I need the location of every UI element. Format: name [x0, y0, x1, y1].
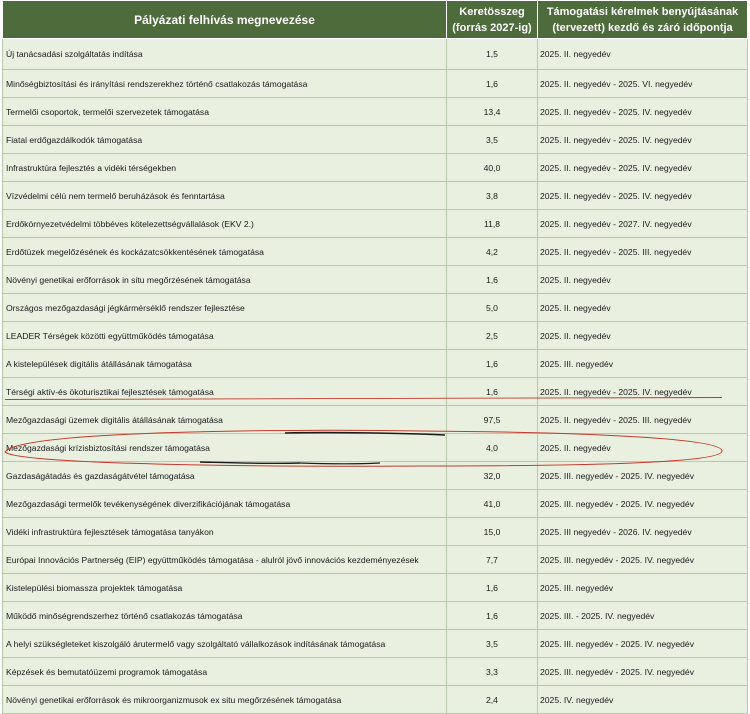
table-row — [3, 490, 748, 518]
row-dates-cell: 2025. II. negyedév - 2025. IV. negyedév — [538, 126, 748, 154]
row-dates-cell: 2025. IV. negyedév — [538, 686, 748, 714]
row-name-cell: Térségi aktív-és ökoturisztikai fejlesztések támogatása — [3, 378, 447, 406]
row-amount-cell: 1,6 — [447, 574, 538, 602]
table-row — [3, 210, 748, 238]
table-row — [3, 154, 748, 182]
row-dates-cell: 2025. II. negyedév - 2025. III. negyedév — [538, 238, 748, 266]
row-name-cell: Fiatal erdőgazdálkodók támogatása — [3, 126, 447, 154]
table-row — [3, 658, 748, 686]
table-row — [3, 518, 748, 546]
row-name-cell: Vidéki infrastruktúra fejlesztések támogatása tanyákon — [3, 518, 447, 546]
table-row — [3, 630, 748, 658]
row-name-cell: Vízvédelmi célú nem termelő beruházások és fenntartása — [3, 182, 447, 210]
table-row — [3, 462, 748, 490]
row-amount-cell: 97,5 — [447, 406, 538, 434]
row-amount-cell: 5,0 — [447, 294, 538, 322]
row-dates-cell: 2025. III negyedév - 2026. IV. negyedév — [538, 518, 748, 546]
row-dates-cell: 2025. III. negyedév - 2025. IV. negyedév — [538, 490, 748, 518]
table-row — [3, 39, 748, 70]
table-row — [3, 294, 748, 322]
row-dates-cell: 2025. III. negyedév - 2025. IV. negyedév — [538, 546, 748, 574]
row-name-cell: Erdőtüzek megelőzésének és kockázatcsökkentésének támogatása — [3, 238, 447, 266]
row-dates-cell: 2025. III. negyedév - 2025. IV. negyedév — [538, 658, 748, 686]
table-row — [3, 350, 748, 378]
row-amount-cell: 4,0 — [447, 434, 538, 462]
calls-table — [2, 0, 748, 714]
row-amount-cell: 3,5 — [447, 630, 538, 658]
table-row — [3, 238, 748, 266]
row-dates-cell: 2025. II. negyedév - 2027. IV. negyedév — [538, 210, 748, 238]
row-amount-cell: 1,6 — [447, 602, 538, 630]
row-name-cell: A kistelepülések digitális átállásának támogatása — [3, 350, 447, 378]
column-header-amount: Keretösszeg (forrás 2027-ig) — [447, 1, 538, 39]
row-name-cell: Termelői csoportok, termelői szervezetek támogatása — [3, 98, 447, 126]
row-amount-cell: 11,8 — [447, 210, 538, 238]
row-name-cell: Mezőgazdasági krízisbiztosítási rendszer támogatása — [3, 434, 447, 462]
row-amount-cell: 41,0 — [447, 490, 538, 518]
row-amount-cell: 7,7 — [447, 546, 538, 574]
row-dates-cell: 2025. II. negyedév — [538, 266, 748, 294]
row-name-cell: Kistelepülési biomassza projektek támogatása — [3, 574, 447, 602]
row-dates-cell: 2025. III. negyedév — [538, 574, 748, 602]
row-dates-cell: 2025. III. negyedév - 2025. IV. negyedév — [538, 630, 748, 658]
table-row — [3, 574, 748, 602]
row-dates-cell: 2025. III. negyedév — [538, 350, 748, 378]
row-name-cell: Európai Innovációs Partnerség (EIP) együttműködés támogatása - alulról jövő innovációs kezdeményezések — [3, 546, 447, 574]
row-amount-cell: 3,8 — [447, 182, 538, 210]
row-amount-cell: 15,0 — [447, 518, 538, 546]
table-row — [3, 98, 748, 126]
row-name-cell: Országos mezőgazdasági jégkármérséklő rendszer fejlesztése — [3, 294, 447, 322]
row-name-cell: Mezőgazdasági termelők tevékenységének diverzifikációjának támogatása — [3, 490, 447, 518]
row-amount-cell: 40,0 — [447, 154, 538, 182]
table-row — [3, 182, 748, 210]
row-dates-cell: 2025. II. negyedév - 2025. III. negyedév — [538, 406, 748, 434]
table-row — [3, 406, 748, 434]
row-dates-cell: 2025. II. negyedév - 2025. IV. negyedév — [538, 154, 748, 182]
row-name-cell: Mezőgazdasági üzemek digitális átállásának támogatása — [3, 406, 447, 434]
row-amount-cell: 1,6 — [447, 378, 538, 406]
table-row — [3, 434, 748, 462]
row-name-cell: Új tanácsadási szolgáltatás indítása — [3, 39, 447, 70]
row-amount-cell: 4,2 — [447, 238, 538, 266]
column-header-name: Pályázati felhívás megnevezése — [3, 1, 447, 39]
row-amount-cell: 1,5 — [447, 39, 538, 70]
table-row — [3, 602, 748, 630]
row-name-cell: Növényi genetikai erőforrások és mikroorganizmusok ex situ megőrzésének támogatása — [3, 686, 447, 714]
row-name-cell: Képzések és bemutatóüzemi programok támogatása — [3, 658, 447, 686]
table-row — [3, 686, 748, 714]
row-dates-cell: 2025. II. negyedév - 2025. IV. negyedév — [538, 98, 748, 126]
row-amount-cell: 13,4 — [447, 98, 538, 126]
row-name-cell: LEADER Térségek közötti együttműködés támogatása — [3, 322, 447, 350]
row-dates-cell: 2025. II. negyedév — [538, 294, 748, 322]
row-name-cell: Növényi genetikai erőforrások in situ megőrzésének támogatása — [3, 266, 447, 294]
row-dates-cell: 2025. II. negyedév - 2025. VI. negyedév — [538, 70, 748, 98]
row-amount-cell: 2,5 — [447, 322, 538, 350]
row-amount-cell: 32,0 — [447, 462, 538, 490]
row-name-cell: Erdőkörnyezetvédelmi többéves kötelezettségvállalások (EKV 2.) — [3, 210, 447, 238]
row-amount-cell: 3,3 — [447, 658, 538, 686]
row-name-cell: Gazdaságátadás és gazdaságátvétel támogatása — [3, 462, 447, 490]
table-row — [3, 378, 748, 406]
table-row — [3, 322, 748, 350]
table-row — [3, 546, 748, 574]
row-dates-cell: 2025. II. negyedév - 2025. IV. negyedév — [538, 378, 748, 406]
row-dates-cell: 2025. II. negyedév — [538, 39, 748, 70]
column-header-dates: Támogatási kérelmek benyújtásának (tervezett) kezdő és záró időpontja — [538, 1, 748, 39]
row-amount-cell: 3,5 — [447, 126, 538, 154]
row-dates-cell: 2025. III. - 2025. IV. negyedév — [538, 602, 748, 630]
row-name-cell: Infrastruktúra fejlesztés a vidéki térségekben — [3, 154, 447, 182]
row-name-cell: A helyi szükségleteket kiszolgáló árutermelő vagy szolgáltató vállalkozások indításának támogatása — [3, 630, 447, 658]
row-dates-cell: 2025. II. negyedév - 2025. IV. negyedév — [538, 182, 748, 210]
table-body — [3, 39, 748, 714]
row-amount-cell: 1,6 — [447, 266, 538, 294]
row-name-cell: Minőségbiztosítási és irányítási rendszerekhez történő csatlakozás támogatása — [3, 70, 447, 98]
table-row — [3, 70, 748, 98]
row-dates-cell: 2025. II. negyedév — [538, 434, 748, 462]
row-amount-cell: 1,6 — [447, 70, 538, 98]
table-row — [3, 126, 748, 154]
row-amount-cell: 2,4 — [447, 686, 538, 714]
table-row — [3, 266, 748, 294]
row-dates-cell: 2025. II. negyedév — [538, 322, 748, 350]
header-row — [3, 1, 748, 39]
row-name-cell: Működő minőségrendszerhez történő csatlakozás támogatása — [3, 602, 447, 630]
row-dates-cell: 2025. III. negyedév - 2025. IV. negyedév — [538, 462, 748, 490]
row-amount-cell: 1,6 — [447, 350, 538, 378]
